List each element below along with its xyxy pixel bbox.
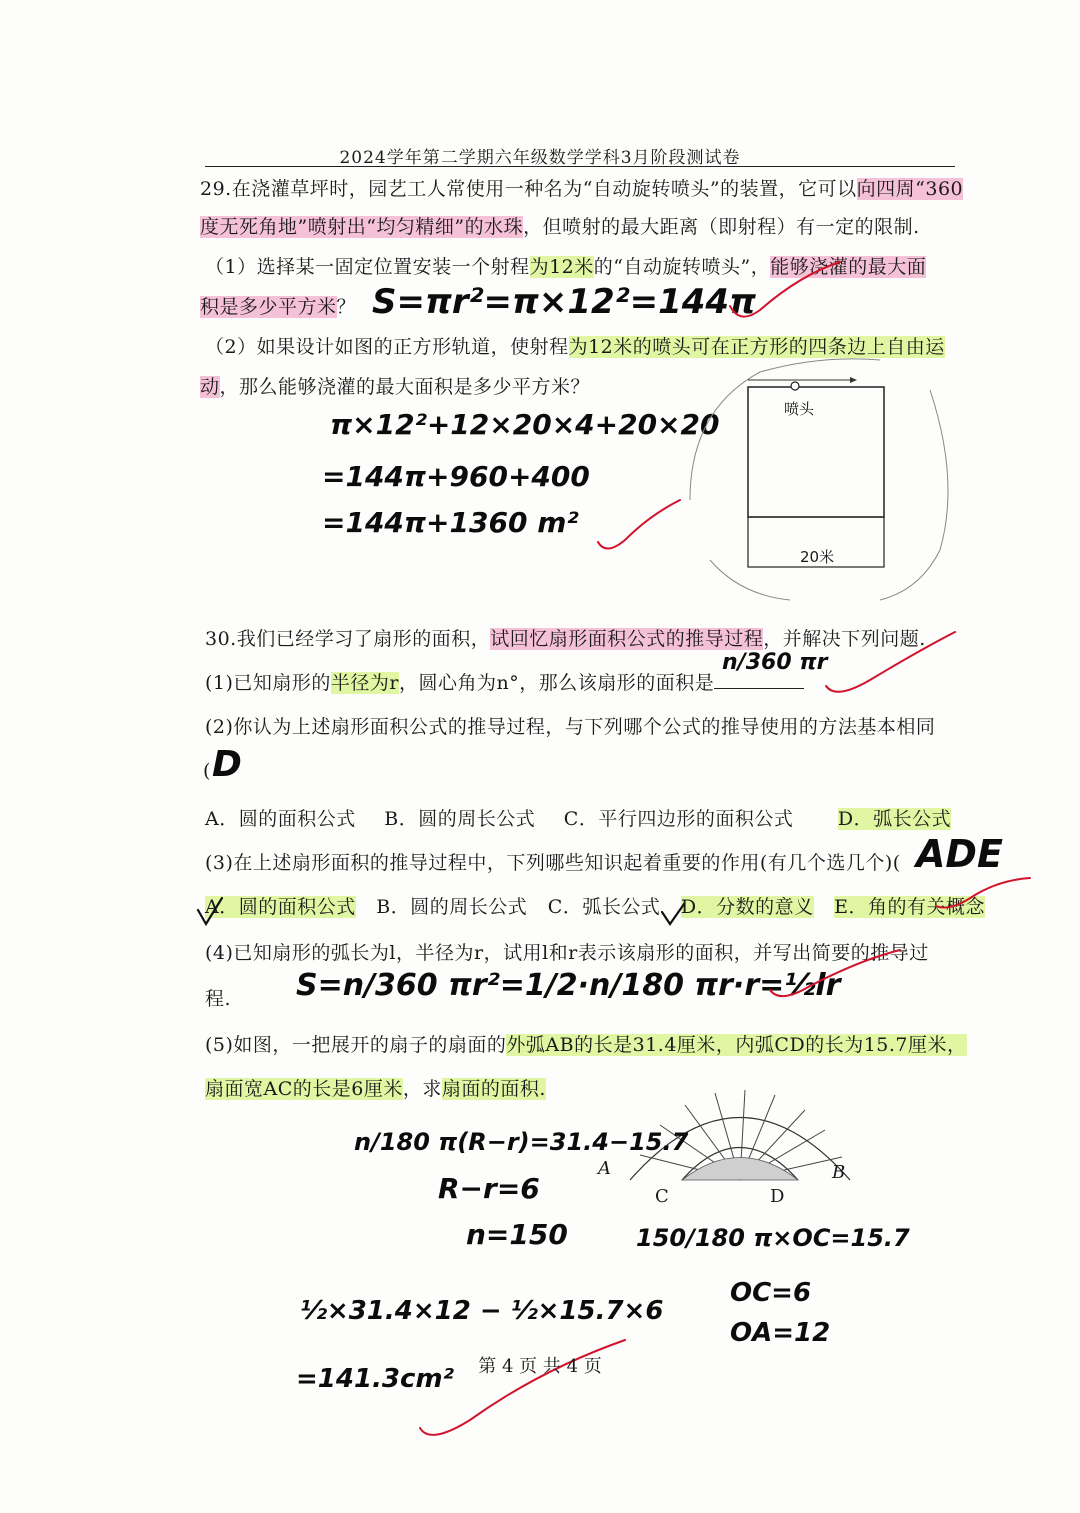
fan-label-d: D — [770, 1186, 785, 1207]
page-number: 第 4 页 共 4 页 — [478, 1356, 602, 1377]
fan-label-a: A — [598, 1158, 611, 1179]
check-mark — [936, 878, 1030, 908]
check-mark — [770, 950, 900, 996]
q30-text: 30.我们已经学习了扇形的面积， — [205, 628, 491, 650]
q29-highlight: 向四周“360 — [856, 178, 964, 200]
q30-highlight: 内弧CD的长为15.7厘米， — [735, 1034, 967, 1056]
q30-work-line: 150/180 π×OC=15.7 — [636, 1224, 910, 1252]
fan-label-b: B — [832, 1162, 846, 1183]
q30-highlight: 扇面宽AC的长是6厘米 — [205, 1078, 403, 1100]
q29-text: 的“自动旋转喷头”， — [593, 256, 771, 278]
q29-text: （2）如果设计如图的正方形轨道，使射程 — [205, 336, 569, 358]
option-e: E．角的有关概念 — [834, 896, 986, 918]
q29-part1-answer: S=πr²=π×12²=144π — [372, 282, 756, 322]
fan-label-c: C — [655, 1186, 669, 1207]
option-c: C．平行四边形的面积公式 — [563, 808, 794, 830]
q30-part1-answer: n/360 πr — [722, 650, 828, 675]
q30-part3: (3)在上述扇形面积的推导过程中，下列哪些知识起着重要的作用(有几个选几个)( — [205, 852, 901, 874]
q30-part4-cont: 程. — [205, 988, 232, 1010]
q29-work-line: =144π+1360 m² — [322, 506, 579, 539]
q29-work-line: π×12²+12×20×4+20×20 — [330, 408, 720, 441]
q29-text: ？ — [336, 296, 357, 318]
option-a: A．圆的面积公式 — [205, 808, 356, 830]
option-d: D．弧长公式 — [837, 808, 952, 830]
check-mark — [826, 632, 955, 692]
black-tick-a — [198, 898, 222, 924]
q30-work-line: R−r=6 — [438, 1172, 540, 1205]
q30-part2-answer: D — [212, 744, 242, 785]
q29-text: （1）选择某一固定位置安装一个射程 — [205, 256, 530, 278]
q29-highlight: 度无死角地”喷射出“均匀精细”的水珠 — [200, 216, 524, 238]
q30-work-line: OC=6 — [730, 1278, 812, 1308]
q30-part3-answer: ADE — [916, 832, 1003, 876]
q30-work-line: n=150 — [466, 1218, 568, 1251]
q29-highlight: 能够浇灌的最大面 — [770, 256, 927, 278]
black-tick-d — [662, 904, 684, 924]
q30-part4-answer: S=n/360 πr²=1/2·n/180 πr·r=½lr — [296, 968, 841, 1003]
q30-work-line: n/180 π(R−r)=31.4−15.7 — [354, 1128, 689, 1156]
option-b: B．圆的周长公式 — [384, 808, 536, 830]
side-length-label: 20米 — [800, 548, 835, 566]
q30-text: (5)如图，一把展开的扇子的扇面的 — [205, 1034, 507, 1056]
check-mark — [598, 500, 680, 549]
option-b: B．圆的周长公式 — [376, 896, 528, 918]
option-c: C．弧长公式 — [547, 896, 661, 918]
option-d: D．分数的意义 — [680, 896, 814, 918]
q30-highlight: 扇面的面积. — [441, 1078, 546, 1100]
q30-work-line: =141.3cm² — [296, 1364, 454, 1394]
q29-highlight: 动 — [200, 376, 220, 398]
q30-text: ，圆心角为n°，那么该扇形的面积是 — [399, 672, 715, 694]
check-mark — [730, 262, 840, 317]
q29-text: ，那么能够浇灌的最大面积是多少平方米？ — [219, 376, 591, 398]
q29-highlight: 为12米的喷头可在正方形的四条边上自由运 — [568, 336, 945, 358]
q30-text: ，求 — [402, 1078, 442, 1100]
exam-title: 2024学年第二学期六年级数学学科3月阶段测试卷 — [339, 148, 741, 168]
q30-part4: (4)已知扇形的弧长为l，半径为r，试用l和r表示该扇形的面积，并写出简要的推导过 — [205, 942, 929, 964]
q30-part2-paren: ( — [203, 760, 211, 782]
q29-text: ，但喷射的最大距离（即射程）有一定的限制. — [523, 216, 920, 238]
q30-work-line: OA=12 — [730, 1318, 831, 1348]
option-a: A．圆的面积公式 — [205, 896, 356, 918]
q30-work-line: ½×31.4×12 − ½×15.7×6 — [300, 1296, 664, 1326]
q30-highlight: 外弧AB的长是31.4厘米， — [506, 1034, 736, 1056]
q29-highlight: 为12米 — [529, 256, 594, 278]
q29-work-line: =144π+960+400 — [322, 460, 590, 493]
q29-highlight: 积是多少平方米 — [200, 296, 337, 318]
q30-highlight: 试回忆扇形面积公式的推导过程 — [490, 628, 764, 650]
q30-text: (1)已知扇形的 — [205, 672, 331, 694]
sprinkler-label: 喷头 — [784, 400, 815, 418]
q30-part2: (2)你认为上述扇形面积公式的推导过程，与下列哪个公式的推导使用的方法基本相同 — [205, 716, 936, 738]
q29-text: 29.在浇灌草坪时，园艺工人常使用一种名为“自动旋转喷头”的装置，它可以 — [200, 178, 857, 200]
q30-text: ，并解决下列问题. — [763, 628, 926, 650]
q30-highlight: 半径为r — [330, 672, 400, 694]
